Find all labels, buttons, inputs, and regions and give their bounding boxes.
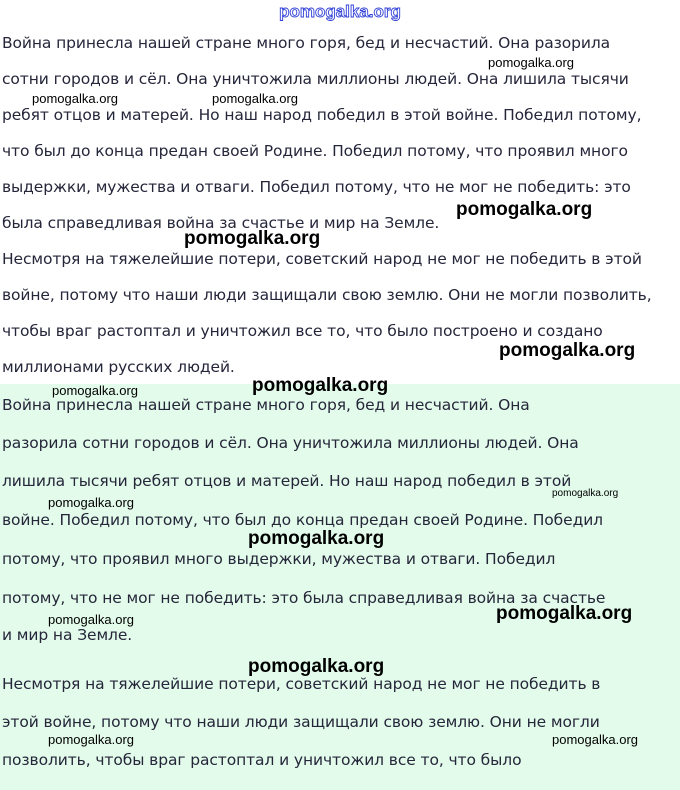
watermark: pomogalka.org: [212, 91, 298, 106]
text-line: войне, потому что наши люди защищали свою землю. Они не могли позволить,: [2, 286, 652, 304]
text-line: и мир на Земле.: [2, 626, 133, 644]
watermark: pomogalka.org: [499, 340, 636, 361]
text-line: Несмотря на тяжелейшие потери, советский народ не мог не победить в этой: [2, 250, 642, 268]
text-line: была справедливая война за счастье и мир на Земле.: [2, 214, 440, 232]
watermark: pomogalka.org: [496, 603, 633, 624]
watermark: pomogalka.org: [552, 732, 638, 747]
watermark: pomogalka.org: [32, 91, 118, 106]
text-line: этой войне, потому что наши люди защищали свою землю. Они не могли: [2, 713, 600, 731]
text-line: сотни городов и сёл. Она уничтожила миллионы людей. Она лишила тысячи: [2, 70, 629, 88]
text-line: лишила тысячи ребят отцов и матерей. Но наш народ победил в этой: [2, 472, 572, 490]
watermark: pomogalka.org: [248, 528, 385, 549]
watermark: pomogalka.org: [52, 383, 138, 398]
text-line: разорила сотни городов и сёл. Она уничтожила миллионы людей. Она: [2, 434, 579, 452]
watermark: pomogalka.org: [248, 656, 385, 677]
watermark: pomogalka.org: [252, 375, 389, 396]
watermark: pomogalka.org: [488, 55, 574, 70]
text-line: позволить, чтобы враг растоптал и уничтожил все то, что было: [2, 751, 522, 769]
text-line: войне. Победил потому, что был до конца предан своей Родине. Победил: [2, 511, 603, 529]
text-line: потому, что проявил много выдержки, мужества и отваги. Победил: [2, 550, 556, 568]
text-line: Война принесла нашей стране много горя, бед и несчастий. Она: [2, 396, 530, 414]
watermark: pomogalka.org: [48, 732, 134, 747]
highlighted-text-block: [0, 384, 680, 790]
text-line: ребят отцов и матерей. Но наш народ победил в этой войне. Победил потому,: [2, 106, 642, 124]
watermark: pomogalka.org: [552, 488, 619, 499]
watermark: pomogalka.org: [456, 199, 593, 220]
text-line: миллионами русских людей.: [2, 358, 235, 376]
watermark: pomogalka.org: [48, 612, 134, 627]
text-line: чтобы враг растоптал и уничтожил все то, что было построено и создано: [2, 322, 603, 340]
text-line: потому, что не мог не победить: это была справедливая война за счастье: [2, 589, 606, 607]
text-line: Война принесла нашей стране много горя, бед и несчастий. Она разорила: [2, 34, 611, 52]
text-line: выдержки, мужества и отваги. Победил потому, что не мог не победить: это: [2, 178, 631, 196]
text-line: Несмотря на тяжелейшие потери, советский народ не мог не победить в: [2, 675, 601, 693]
text-line: что был до конца предан своей Родине. Победил потому, что проявил много: [2, 142, 628, 160]
site-header-logo[interactable]: pomogalka.org: [279, 2, 401, 21]
watermark: pomogalka.org: [184, 228, 321, 249]
watermark: pomogalka.org: [48, 495, 134, 510]
